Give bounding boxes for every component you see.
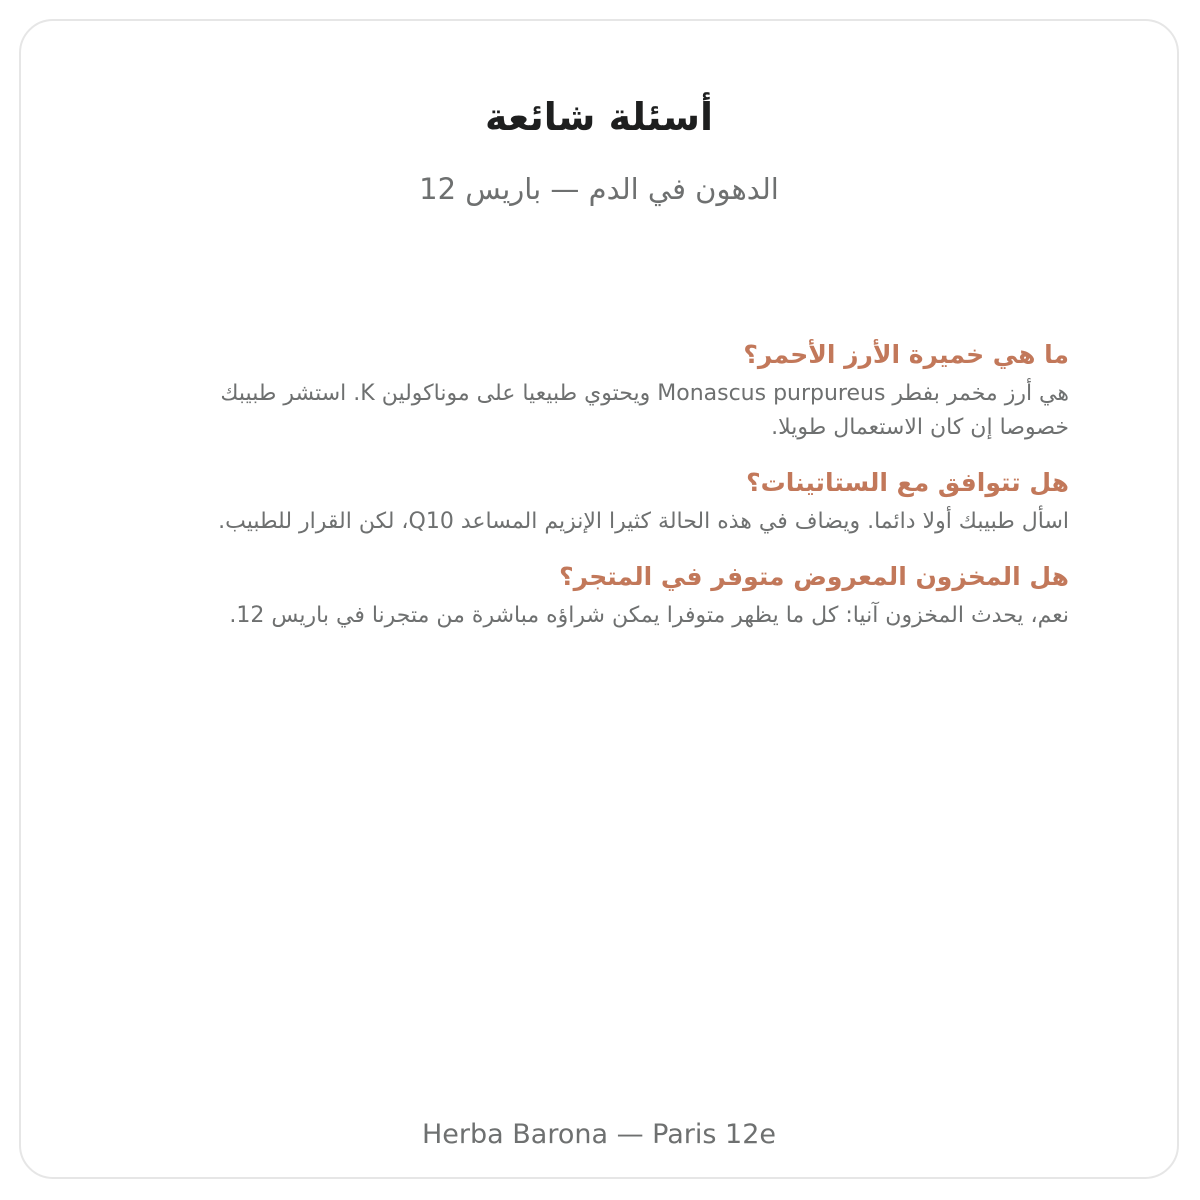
faq-card [19,19,1179,1179]
faq-item [149,337,1069,445]
page-title: أسئلة شائعة [484,95,714,139]
page-subtitle: الدهون في الدم — باريس 12 [419,172,779,206]
footer-brand: Herba Barona — Paris 12e [421,1119,777,1150]
faq-answer: هي أرز مخمر بفطر Monascus purpureus ويحتوي طبيعيا على موناكولين K. استشر طبيبك خصوصا إن كان الاستعمال طويلا. [220,381,1069,440]
faq-question: هل تتوافق مع الستاتينات؟ [746,468,1069,497]
faq-list [149,337,1069,653]
faq-answer: نعم، يحدث المخزون آنيا: كل ما يظهر متوفرا يمكن شراؤه مباشرة من متجرنا في باريس 12. [229,603,1069,628]
faq-answer: اسأل طبيبك أولا دائما. ويضاف في هذه الحالة كثيرا الإنزيم المساعد Q10، لكن القرار للطبيب. [218,509,1069,534]
faq-question: هل المخزون المعروض متوفر في المتجر؟ [559,562,1069,591]
faq-question: ما هي خميرة الأرز الأحمر؟ [743,340,1069,369]
faq-item [149,465,1069,539]
faq-item [149,559,1069,633]
